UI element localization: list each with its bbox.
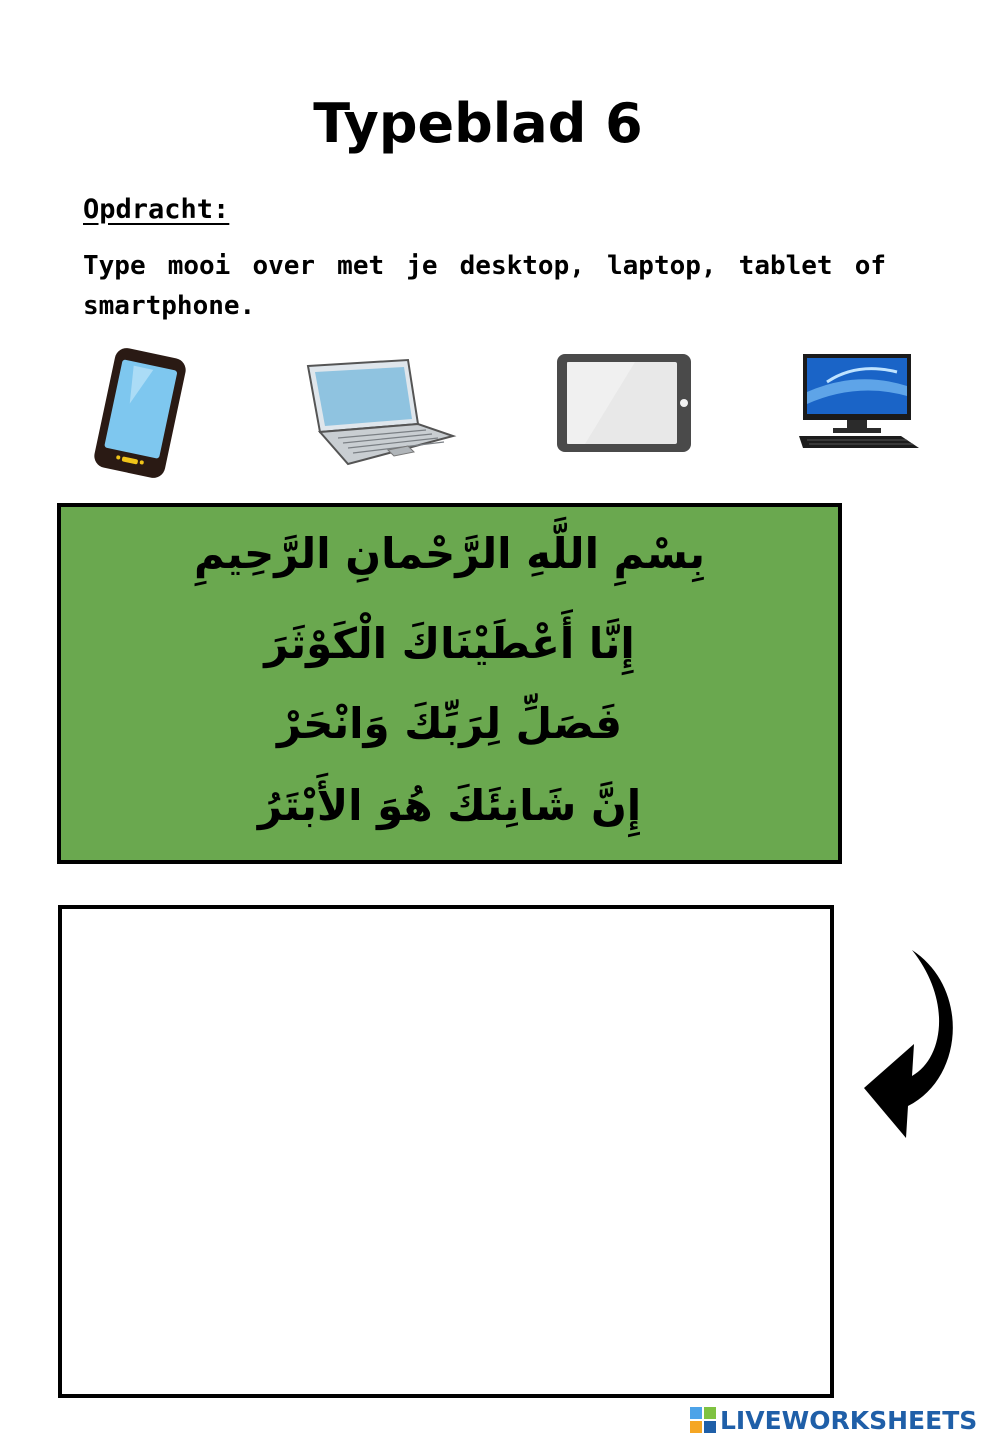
answer-textbox[interactable] bbox=[58, 905, 834, 1398]
liveworksheets-logo-icon bbox=[690, 1407, 716, 1433]
assignment-label: Opdracht: bbox=[83, 194, 230, 225]
verse-line: إِنَّا أَعْطَيْنَاكَ الْكَوْثَرَ bbox=[264, 619, 635, 668]
smartphone-icon bbox=[84, 346, 196, 480]
tablet-icon bbox=[555, 352, 695, 456]
instruction-text: Type mooi over met je desktop, laptop, tablet of smartphone. bbox=[83, 251, 886, 321]
verse-box bbox=[57, 503, 842, 864]
laptop-icon bbox=[298, 352, 458, 472]
curved-arrow-left-icon bbox=[860, 948, 960, 1142]
verse-line: بِسْمِ اللَّهِ الرَّحْمانِ الرَّحِيمِ bbox=[193, 529, 706, 578]
verse-line: إِنَّ شَانِئَكَ هُوَ الأَبْتَرُ bbox=[257, 781, 642, 830]
desktop-computer-icon bbox=[797, 352, 923, 454]
brand-name: LIVEWORKSHEETS bbox=[720, 1405, 978, 1435]
liveworksheets-logo bbox=[690, 1404, 977, 1436]
verse-line: فَصَلِّ لِرَبِّكَ وَانْحَرْ bbox=[276, 699, 623, 748]
page-title: Typeblad 6 bbox=[313, 92, 643, 155]
